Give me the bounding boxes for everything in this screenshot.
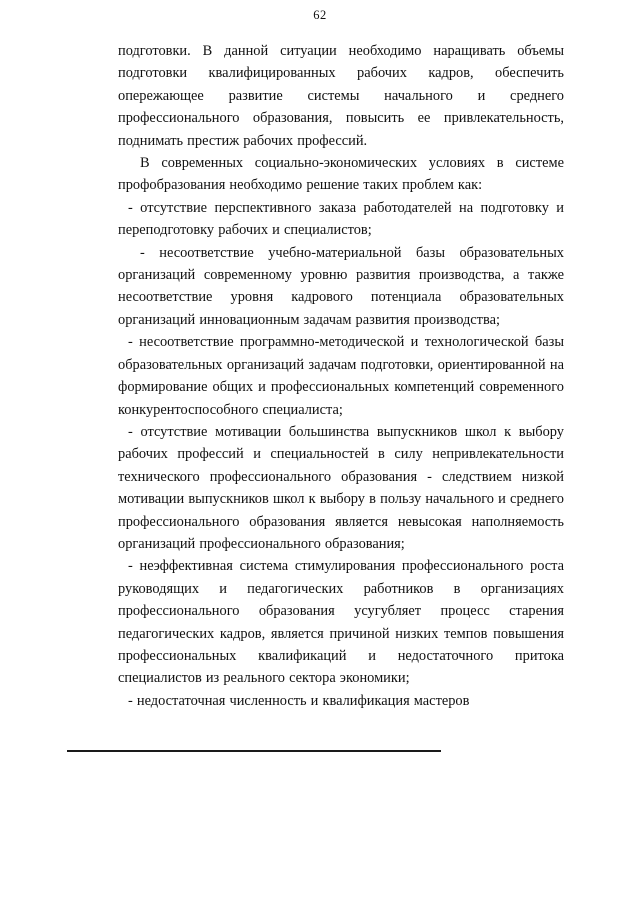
list-item-motivation: - отсутствие мотивации большинства выпускников школ к выбору рабочих профессий и специальностей в силу непривлекательности технического профессионального образования - следствием низкой мотивации выпускников школ к выбору в пользу начального и среднего профессионального образования является невысокая наполняемость организаций профессионального образования;: [118, 423, 564, 552]
list-item-no-employer-order: - отсутствие перспективного заказа работодателей на подготовку и переподготовку рабочих и специалистов;: [118, 199, 564, 239]
list-item-incentive-system: - неэффективная система стимулирования профессионального роста руководящих и педагогических работников в организациях профессионального образования усугубляет процесс старения педагогических кадров, является причиной низких темпов повышения профессиональных квалификаций и недостаточного притока специалистов из реального сектора экономики;: [118, 558, 564, 687]
list-item-material-base: - несоответствие учебно-материальной базы образовательных организаций современному уровню развития производства, а также несоответствие уровня кадрового потенциала образовательных организаций инновационным задачам развития производства;: [118, 244, 564, 328]
paragraph-continuation: подготовки. В данной ситуации необходимо наращивать объемы подготовки квалифицированных рабочих кадров, обеспечить опережающее развитие системы начального и среднего профессионального образования, повысить ее привлекательность, поднимать престиж рабочих профессий.: [118, 43, 564, 149]
page-number: 62: [313, 8, 327, 22]
paragraph-intro-problems: В современных социально-экономических условиях в системе профобразования необходимо решение таких проблем как:: [118, 155, 564, 194]
document-body: [118, 40, 564, 712]
list-item-methodical-base: - несоответствие программно-методической и технологической базы образовательных организаций задачам подготовки, ориентированной на формирование общих и профессиональных компетенций современного конкурентоспособного специалиста;: [118, 334, 564, 418]
horizontal-rule: [67, 750, 441, 752]
list-item-masters-shortage: - недостаточная численность и квалификация мастеров: [128, 692, 470, 709]
